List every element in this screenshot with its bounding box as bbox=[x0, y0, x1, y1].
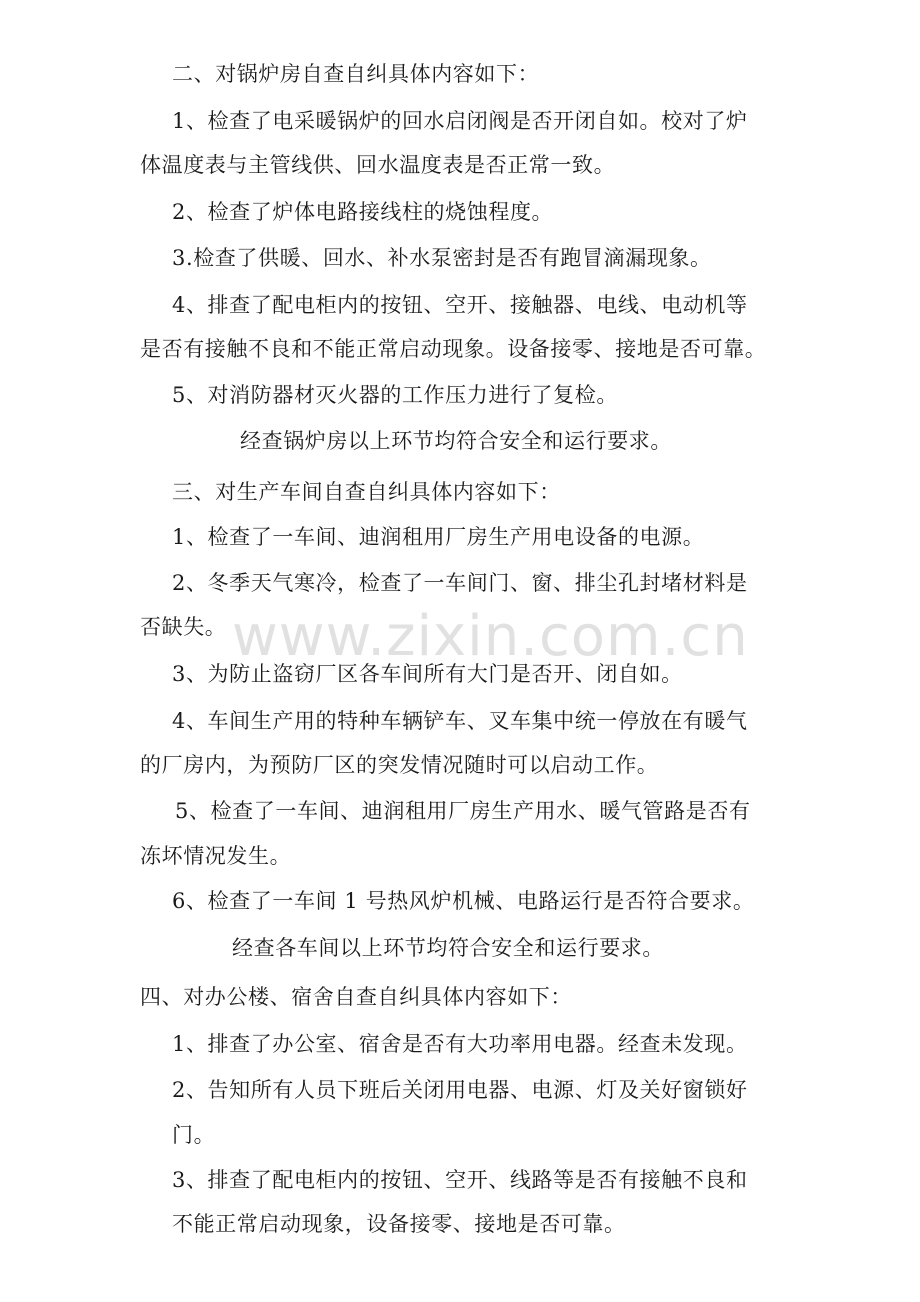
section-4-heading: 四、对办公楼、宿舍自查自纠具体内容如下： bbox=[140, 985, 572, 1009]
paragraph-line: 2、告知所有人员下班后关闭用电器、电源、灯及关好窗锁好 bbox=[172, 1078, 748, 1102]
paragraph-line: 2、冬季天气寒冷，检查了一车间门、窗、排尘孔封堵材料是 bbox=[172, 571, 748, 595]
paragraph-line: 4、车间生产用的特种车辆铲车、叉车集中统一停放在有暖气 bbox=[172, 709, 748, 733]
paragraph-line: 体温度表与主管线供、回水温度表是否正常一致。 bbox=[140, 153, 616, 177]
paragraph-line: 2、检查了炉体电路接线柱的烧蚀程度。 bbox=[172, 200, 554, 224]
watermark: www.zixin.com.cn bbox=[232, 604, 749, 669]
section-2-heading: 二、对锅炉房自查自纠具体内容如下： bbox=[172, 62, 540, 86]
conclusion-line: 经查锅炉房以上环节均符合安全和运行要求。 bbox=[240, 429, 672, 453]
paragraph-line: 否缺失。 bbox=[140, 615, 227, 639]
paragraph-line: 门。 bbox=[172, 1123, 216, 1147]
paragraph-line: 1、排查了办公室、宿舍是否有大功率用电器。经查未发现。 bbox=[172, 1032, 748, 1056]
paragraph-line: 1、检查了一车间、迪润租用厂房生产用电设备的电源。 bbox=[172, 525, 705, 549]
paragraph-line: 3、为防止盗窃厂区各车间所有大门是否开、闭自如。 bbox=[172, 662, 683, 686]
conclusion-line: 经查各车间以上环节均符合安全和运行要求。 bbox=[232, 936, 664, 960]
paragraph-line: 3、排查了配电柜内的按钮、空开、线路等是否有接触不良和 bbox=[172, 1168, 748, 1192]
paragraph-line: 不能正常启动现象，设备接零、接地是否可靠。 bbox=[172, 1212, 626, 1236]
paragraph-line: 是否有接触不良和不能正常启动现象。设备接零、接地是否可靠。 bbox=[140, 337, 767, 361]
paragraph-line: 4、排查了配电柜内的按钮、空开、接触器、电线、电动机等 bbox=[172, 293, 748, 317]
paragraph-line: 5、对消防器材灭火器的工作压力进行了复检。 bbox=[172, 383, 618, 407]
paragraph-line: 5、检查了一车间、迪润租用厂房生产用水、暖气管路是否有 bbox=[175, 799, 751, 823]
paragraph-line: 3.检查了供暖、回水、补水泵密封是否有跑冒滴漏现象。 bbox=[172, 246, 712, 270]
section-3-heading: 三、对生产车间自查自纠具体内容如下： bbox=[172, 480, 561, 504]
paragraph-line: 的厂房内，为预防厂区的突发情况随时可以启动工作。 bbox=[140, 753, 659, 777]
paragraph-line: 1、检查了电采暖锅炉的回水启闭阀是否开闭自如。校对了炉 bbox=[172, 109, 748, 133]
paragraph-line: 冻坏情况发生。 bbox=[140, 844, 292, 868]
paragraph-line: 6、检查了一车间 1 号热风炉机械、电路运行是否符合要求。 bbox=[172, 889, 755, 913]
